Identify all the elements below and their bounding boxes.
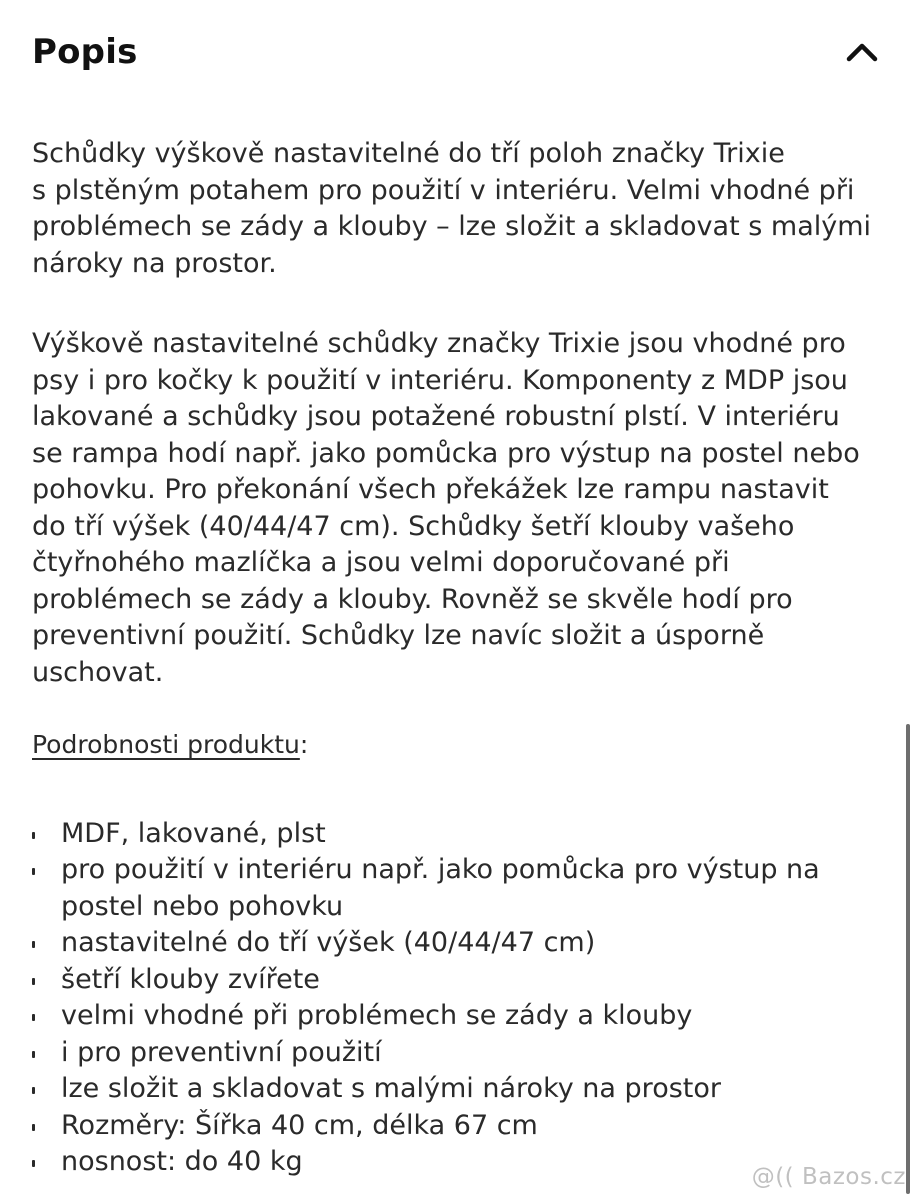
scrollbar[interactable] — [906, 724, 910, 1194]
list-item: nastavitelné do tří výšek (40/44/47 cm) — [32, 925, 888, 962]
list-item: pro použití v interiéru např. jako pomůcka pro výstup na postel nebo pohovku — [32, 852, 888, 925]
watermark: @(( Bazos.cz — [751, 1164, 906, 1190]
list-item: velmi vhodné při problémech se zády a klouby — [32, 998, 888, 1035]
chevron-up-icon — [846, 42, 878, 62]
collapse-button[interactable] — [840, 30, 884, 74]
details-heading — [32, 727, 888, 764]
list-item: nosnost: do 40 kg — [32, 1144, 888, 1181]
list-item: Rozměry: Šířka 40 cm, délka 67 cm — [32, 1108, 888, 1145]
description-paragraph-1: Schůdky výškově nastavitelné do tří poloh značky Trixie s plstěným potahem pro použití v interiéru. Velmi vhodné při problémech se zády a klouby – lze složit a skladovat s malými nároky na prostor. — [32, 138, 872, 279]
list-item: MDF, lakované, plst — [32, 816, 888, 853]
list-item: i pro preventivní použití — [32, 1035, 888, 1072]
description-paragraph-2: Výškově nastavitelné schůdky značky Trixie jsou vhodné pro psy i pro kočky k použití v interiéru. Komponenty z MDP jsou lakované a schůdky jsou potažené robustní plstí. V interiéru se rampa hodí např. jako pomůcka pro výstup na postel nebo pohovku. Pro překonání všech překážek lze rampu nastavit do tří výšek (40/44/47 cm). Schůdky šetří klouby vašeho čtyřnohého mazlíčka a jsou velmi doporučované při problémech se zády a klouby. Rovněž se skvěle hodí pro preventivní použití. Schůdky lze navíc složit a úsporně uschovat. — [32, 328, 860, 688]
details-heading-text: Podrobnosti produktu — [32, 730, 300, 759]
details-heading-colon: : — [299, 730, 309, 759]
description-content — [32, 136, 888, 1181]
section-title: Popis — [32, 32, 138, 72]
details-list — [32, 816, 888, 1181]
section-header[interactable] — [32, 24, 884, 80]
list-item: šetří klouby zvířete — [32, 962, 888, 999]
list-item: lze složit a skladovat s malými nároky na prostor — [32, 1071, 888, 1108]
